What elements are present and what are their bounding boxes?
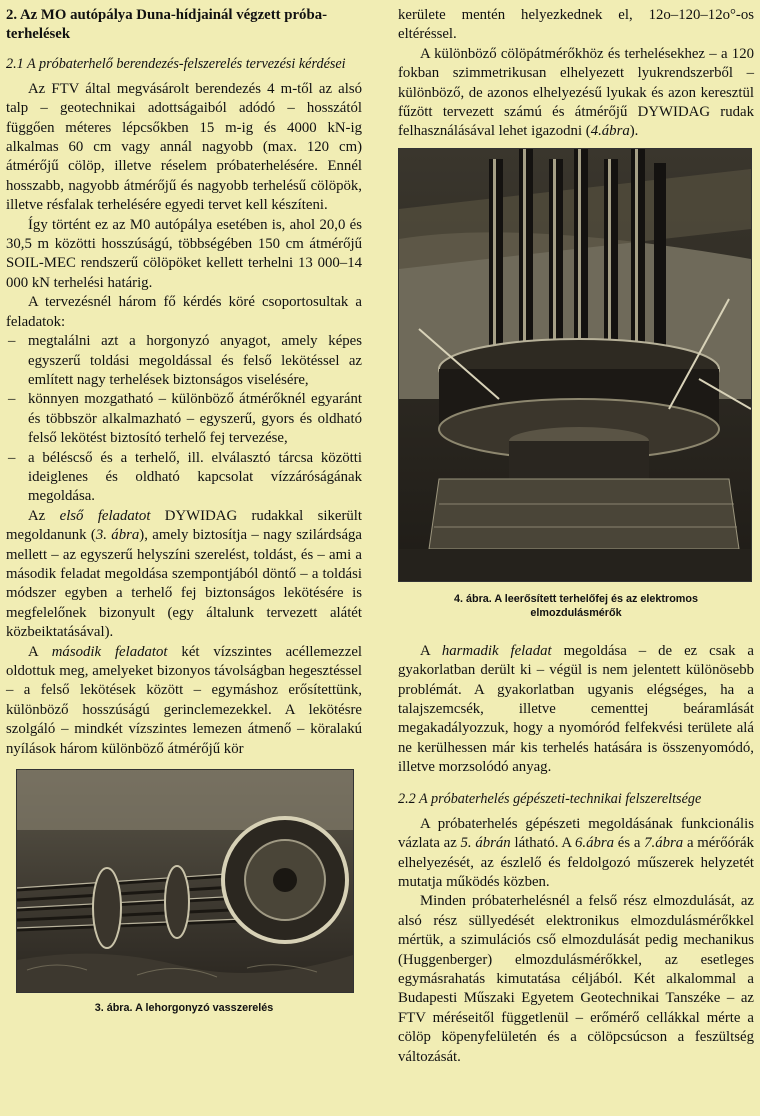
paragraph-continued: kerülete mentén helyezkednek el, 12o–120–12o°-os eltéréssel.: [398, 7, 754, 43]
paragraph-equipment: Az FTV által megvásárolt berendezés 4 m-től az alsó talp – geotechnikai adottságaiból adódó – hosszától függően méteres lépcsőkben 15 m-ig és 4000 kN-ig alkalmas 60 cm vagy annál nagyobb (max. 120 cm) átmérőjű cölöp, illetve réselem próbaterhelésére. Ennél hosszabb, nagyobb átmérőjű és nagyobb terhelésű cölöpök, illetve résfalak terhelésére egyedi tervet kell készíteni.: [6, 80, 362, 214]
figure-3-caption: 3. ábra. A lehorgonyzó vasszerelés: [94, 1002, 274, 1015]
anchor-rebar-image: [17, 770, 353, 992]
figure-3-photo: [16, 769, 354, 993]
paragraph-m0-piles: Így történt ez az M0 autópálya esetében is, ahol 20,0 és 30,5 m közötti hosszúságú, többségében 150 cm átmérőjű SOIL-MEC rendszerű cölöpöket kellett terhelni 13 000–14 000 kN terhelési határig.: [6, 216, 362, 291]
paragraph-second-task: A második feladatot két vízszintes acéllemezzel oldottuk meg, amelyeket bizonyos távolságban hegesztéssel – a felső lekötések között – egymáshoz erősítettünk, különböző hosszúságú gerinclemezekkel. A lekötésre szolgáló – mindkét vízszintes lemezen átmenő – köralakú nyílások három különböző átmérőjű kör: [6, 643, 362, 757]
figure-4-caption: 4. ábra. A leerősített terhelőfej és az elektromos elmozdulásmérők: [453, 592, 699, 619]
section-heading: 2. Az MO autópálya Duna-hídjainál végzett próba-terhelések: [6, 7, 328, 43]
list-item: – megtalálni azt a horgonyzó anyagot, amely képes egyszerű toldási megoldással és felső lekötéssel az említett nagy terhelések biztonságos viselésére,: [6, 332, 362, 390]
subsection-heading-2-1: 2.1 A próbaterhelő berendezés-felszerelés tervezési kérdései: [6, 55, 346, 72]
paragraph-tasks-intro: A tervezésnél három fő kérdés köré csoportosultak a feladatok:: [6, 294, 362, 330]
left-column: [6, 6, 362, 1015]
paragraph-diameters: A különböző cölöpátmérőkhöz és terhelésekhez – a 120 fokban szimmetrikusan elhelyezett lyukrendszerből – különböző, de azonos elhelyezésű lyukak és azon keresztül fűzött tervezett számú és átmérőjű DYWIDAG rudak felhasználásával lehet igazodni (4.ábra).: [398, 45, 754, 140]
paragraph-third-task: A harmadik feladat megoldása – de ez csak a gyakorlatban derült ki – végül is nem jelentett különösebb problémát. A gyakorlatban ugyanis elégséges, ha a talajszemcsék, illetve cementtej beáramlását megakadályozzuk, hogy a nyomóród felfekvési területe alá ne kerülhessen már kis terhelés hatására is összenyomódó, illetve morzsolódó anyag.: [398, 642, 754, 776]
task-list: [6, 332, 362, 507]
subsection-heading-2-2: 2.2 A próbaterhelés gépészeti-technikai felszereltsége: [398, 790, 702, 807]
loading-head-image: [399, 149, 751, 581]
paragraph-measurements: Minden próbaterhelésnél a felső rész elmozdulását, az alsó rész süllyedését elektronikus elmozdulásmérőkkel mértük, a szimulációs cső elmozdulását pedig mechanikus (Huggenberger) elmozdulásmérőkkel, az esetleges egymásrahatás kimutatása céljából. Két alkalommal a Budapesti Műszaki Egyetem Geotechnikai Tanszéke – az FTV méréseitől függetlenül – erőmérő cellákkal mérte a cölöp köpenyfelületén és a cölöpcsúcson a feszültség változását.: [398, 893, 754, 1065]
paragraph-first-task: Az első feladatot DYWIDAG rudakkal sikerült megoldanunk (3. ábra), amely biztosítja – nagy szilárdsága mellett – az egyszerű helyszíni szerelést, toldást, és – ami a második feladat megoldása szempontjából döntő – a toldási módszer egyben a terhelő fej biztonságos lekötésére is megfelelőnek bizonyult (egy általunk tervezett alátét közbeiktatásával).: [6, 507, 363, 641]
right-column: [398, 6, 754, 1067]
list-item: – könnyen mozgatható – különböző átmérőknél egyaránt és többször alkalmazható – egyszerű, gyors és oldható felső lekötést biztosító terhelő fej tervezése,: [6, 390, 362, 448]
figure-4-photo: [398, 148, 752, 582]
list-item: – a béléscső és a terhelő, ill. elválasztó tárcsa közötti ideiglenes és oldható kapcsolat vízzáróságának megoldása.: [6, 449, 362, 507]
paragraph-mechanical-solution: A próbaterhelés gépészeti megoldásának funkcionális vázlata az 5. ábrán látható. A 6.ábra és a 7.ábra a mérőórák elhelyezését, az észlelő és feldolgozó műszerek helyzetét mutatja működés közben.: [398, 815, 754, 890]
